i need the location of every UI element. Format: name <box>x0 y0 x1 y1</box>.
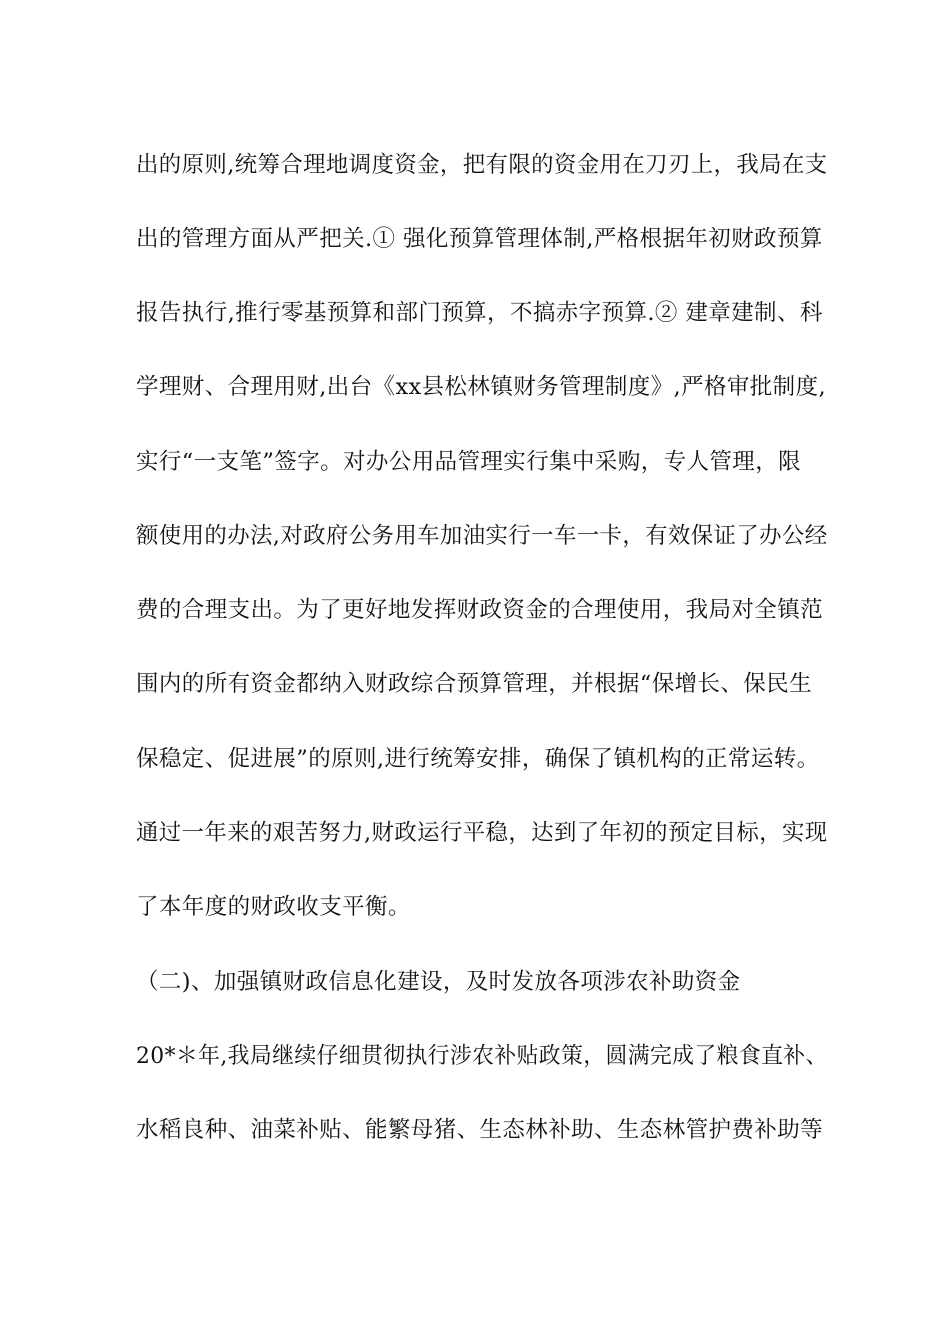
text-line-10: 通过一年来的艰苦努力,财政运行平稳，达到了年初的预定目标，实现 <box>136 820 828 846</box>
text-line-5: 实行“一支笔”签字。对办公用品管理实行集中采购，专人管理，限 <box>136 449 802 475</box>
text-line-13: 20*＊年,我局继续仔细贯彻执行涉农补贴政策，圆满完成了粮食直补、 <box>136 1043 828 1069</box>
text-line-7: 费的合理支出。为了更好地发挥财政资金的合理使用，我局对全镇范 <box>136 597 824 623</box>
text-line-1: 出的原则,统筹合理地调度资金，把有限的资金用在刀刃上，我局在支 <box>136 152 828 178</box>
text-line-8: 围内的所有资金都纳入财政综合预算管理，并根据“保增长、保民生 <box>136 671 813 697</box>
text-line-3: 报告执行,推行零基预算和部门预算，不搞赤字预算.② 建章建制、科 <box>136 300 823 326</box>
text-line-11: 了本年度的财政收支平衡。 <box>136 894 411 920</box>
text-line-2: 出的管理方面从严把关.① 强化预算管理体制,严格根据年初财政预算 <box>136 226 823 252</box>
text-line-6: 额使用的办法,对政府公务用车加油实行一车一卡，有效保证了办公经 <box>136 523 828 549</box>
text-line-9: 保稳定、促进展”的原则,进行统筹安排，确保了镇机构的正常运转。 <box>136 746 820 772</box>
text-line-4: 学理财、合理用财,出台《xx县松林镇财务管理制度》,严格审批制度, <box>136 374 827 400</box>
section-heading: （二)、加强镇财政信息化建设，及时发放各项涉农补助资金 <box>136 969 741 995</box>
text-line-14: 水稻良种、油菜补贴、能繁母猪、生态林补助、生态林管护费补助等 <box>136 1117 824 1143</box>
